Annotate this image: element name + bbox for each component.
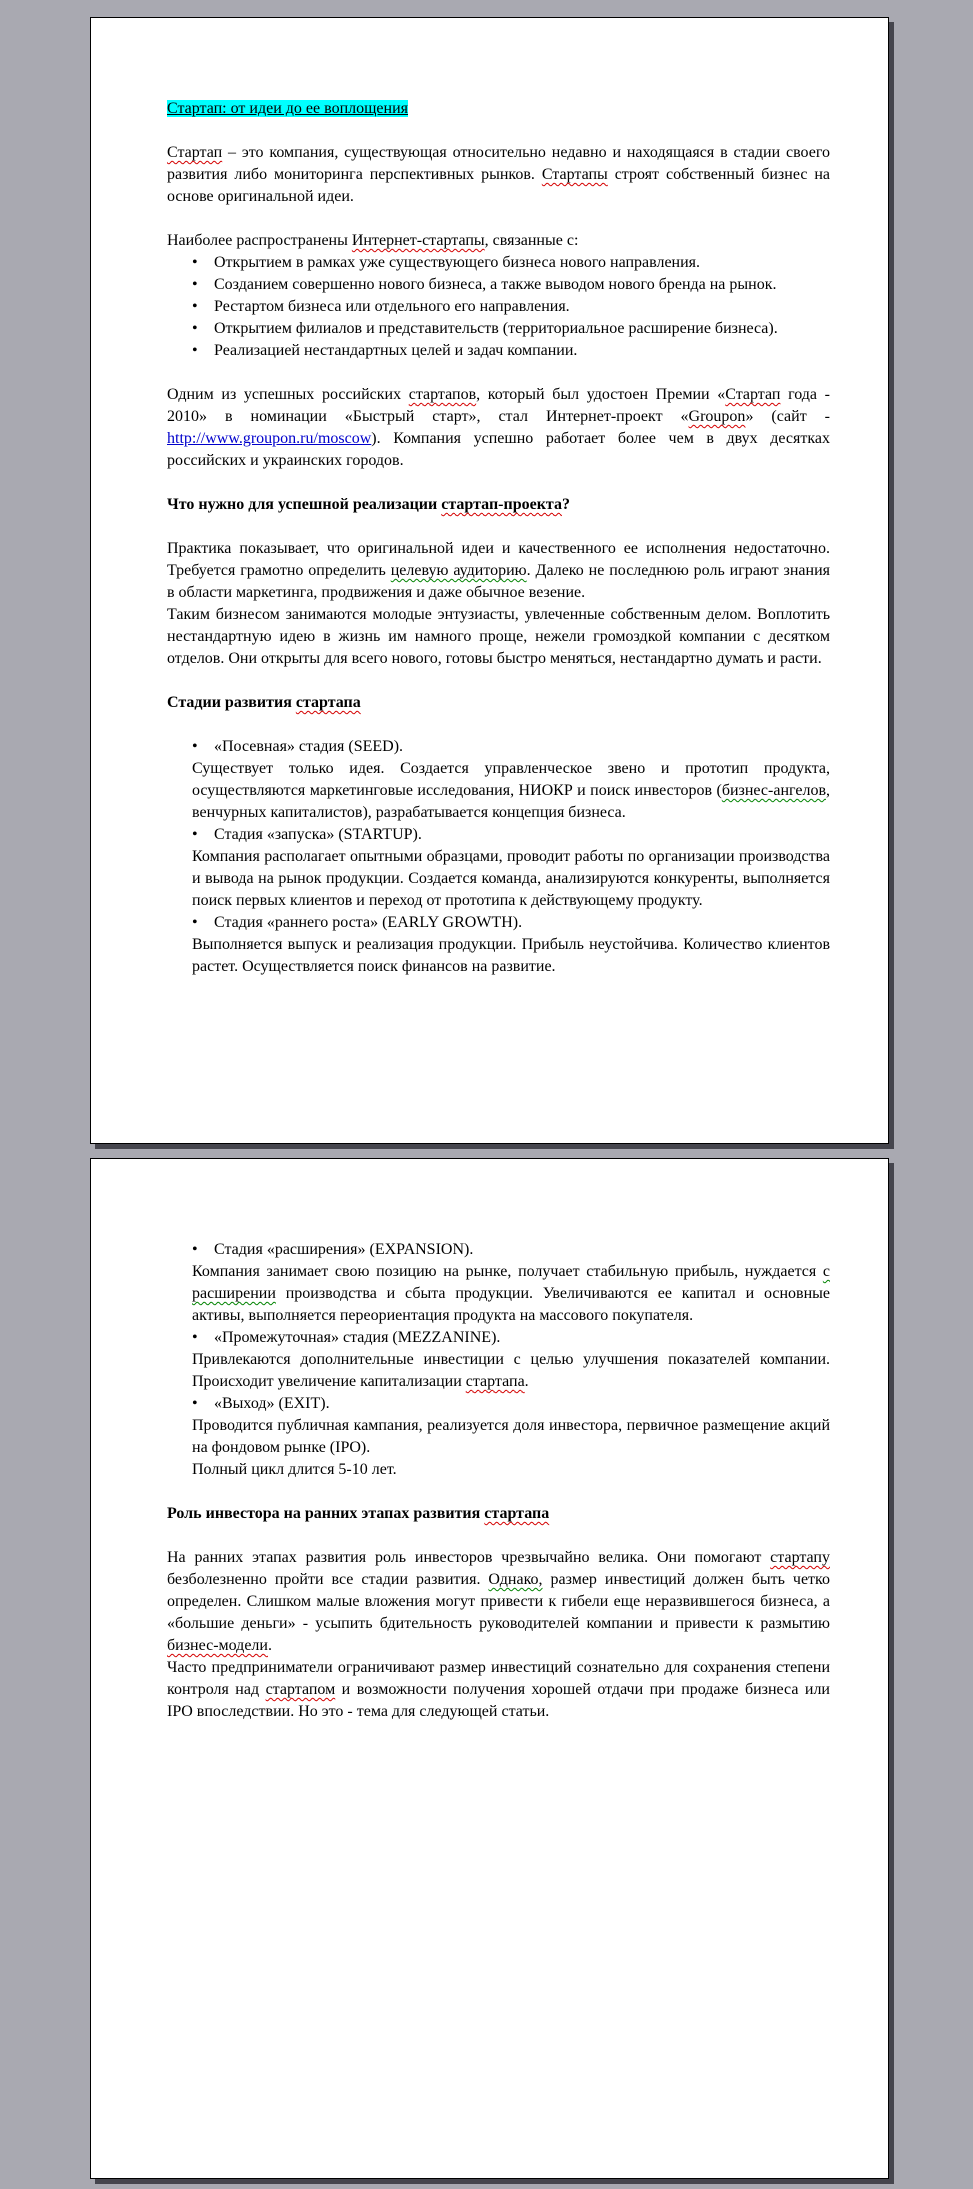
blank-line — [167, 208, 830, 230]
blank-line — [167, 1525, 830, 1547]
text-run: . — [267, 1637, 272, 1654]
text-run: Одним из успешных российских — [167, 386, 409, 403]
text-run: . Далеко не последнюю роль играют знания в области маркетинга, продвижения и даже обычное везение. — [167, 562, 831, 601]
text-run: и возможности получения хорошей отдачи при продаже бизнеса или IPO впоследствии. Но это - тема для следующей статьи. — [167, 1681, 830, 1720]
text-run: , который был удостоен Премии « — [476, 386, 726, 403]
list-item — [167, 318, 830, 340]
page-2-content — [91, 1159, 888, 1723]
text-run: целевую аудиторию — [390, 562, 527, 579]
list-continuation-paragraph — [167, 758, 830, 824]
text-run: Открытием филиалов и представительств (территориальное расширение бизнеса). — [214, 320, 778, 337]
blank-line — [167, 1481, 830, 1503]
page-1-content — [91, 18, 888, 978]
blank-line — [167, 714, 830, 736]
paragraph — [167, 230, 830, 252]
text-run: с расширении — [192, 1263, 830, 1302]
document-page-2 — [90, 1158, 889, 2179]
blank-line — [167, 472, 830, 494]
text-run: Стартапы — [541, 166, 608, 183]
text-run: Стадия «раннего роста» (EARLY GROWTH). — [214, 914, 523, 931]
text-run: Стадии развития — [167, 694, 296, 711]
text-run: размер инвестиций должен быть четко определен. Слишком малые вложения могут привести к гибели еще неразвившегося бизнеса, а «большие деньги» - усыпить бдительность руководителей компании и привести к размытию — [167, 1571, 830, 1632]
bullet-icon: • — [192, 342, 198, 359]
list-continuation-paragraph — [167, 934, 830, 978]
text-run: Роль инвестора на ранних этапах развития — [167, 1505, 485, 1522]
bullet-icon: • — [192, 320, 198, 337]
text-run: Однако, — [488, 1571, 543, 1588]
paragraph — [167, 1547, 830, 1657]
text-run: Привлекаются дополнительные инвестиции с целью улучшения показателей компании. Происходит увеличение капитализации — [192, 1351, 830, 1390]
text-run: Стадия «расширения» (EXPANSION). — [214, 1241, 474, 1258]
paragraph — [167, 692, 830, 714]
bullet-icon: • — [192, 826, 198, 843]
text-run: года - 2010» в номинации «Быстрый старт», стал Интернет-проект « — [167, 386, 830, 425]
list-item — [167, 274, 830, 296]
text-run: , венчурных капиталистов), разрабатывается концепция бизнеса. — [192, 782, 830, 821]
list-item — [167, 252, 830, 274]
hyperlink[interactable]: http://www.groupon.ru/moscow — [167, 430, 372, 447]
text-run: стартапов — [408, 386, 477, 403]
bullet-icon: • — [192, 254, 198, 271]
bullet-icon: • — [192, 738, 198, 755]
list-item — [167, 912, 830, 934]
blank-line — [167, 362, 830, 384]
text-run: Существует только идея. Создается управленческое звено и прототип продукта, осуществляются маркетинговые исследования, НИОКР и поиск инвесторов ( — [192, 760, 830, 799]
blank-line — [167, 120, 830, 142]
text-run: . — [524, 1373, 529, 1390]
text-run: бизнес-ангелов — [721, 782, 826, 799]
paragraph — [167, 98, 830, 120]
text-run: Выполняется выпуск и реализация продукции. Прибыль неустойчива. Количество клиентов растет. Осуществляется поиск финансов на развитие. — [192, 936, 830, 975]
text-run: Что нужно для успешной реализации — [167, 496, 442, 513]
bullet-icon: • — [192, 1395, 198, 1412]
text-run: Стартап — [725, 386, 781, 403]
text-run: «Промежуточная» стадия (MEZZANINE). — [214, 1329, 501, 1346]
text-run: , связанные с: — [484, 232, 579, 249]
bullet-icon: • — [192, 298, 198, 315]
text-run: стартапа — [484, 1505, 550, 1522]
text-run: ? — [561, 496, 570, 513]
blank-line — [167, 516, 830, 538]
paragraph — [167, 494, 830, 516]
text-run: «Посевная» стадия (SEED). — [214, 738, 404, 755]
text-run: строят собственный бизнес на основе оригинальной идеи. — [167, 166, 831, 205]
text-run: На ранних этапах развития роль инвесторов чрезвычайно велика. Они помогают — [167, 1549, 771, 1566]
paragraph — [167, 1503, 830, 1525]
list-continuation-paragraph — [167, 1415, 830, 1459]
bullet-icon: • — [192, 276, 198, 293]
list-item — [167, 296, 830, 318]
text-run: «Выход» (EXIT). — [214, 1395, 330, 1412]
text-run: ). Компания успешно работает более чем в двух десятках российских и украинских городов. — [167, 430, 830, 469]
text-run: производства и сбыта продукции. Увеличиваются ее капитал и основные активы, выполняется переориентация продукта на массового покупателя. — [192, 1285, 830, 1324]
list-item — [167, 1393, 830, 1415]
text-run: Компания располагает опытными образцами, проводит работы по организации производства и вывода на рынок продукции. Создается команда, анализируются конкуренты, выполняется поиск первых клиентов и переход от прототипа к действующему продукту. — [192, 848, 830, 909]
text-run: безболезненно пройти все стадии развития. — [167, 1571, 489, 1588]
text-run: Практика показывает, что оригинальной идеи и качественного ее исполнения недостаточно. Требуется грамотно определить — [167, 540, 830, 579]
text-run: стартап-проекта — [441, 496, 562, 513]
paragraph — [167, 142, 830, 208]
paragraph — [167, 384, 830, 472]
text-run: Реализацией нестандартных целей и задач компании. — [214, 342, 578, 359]
text-run: Стартап — [167, 144, 223, 161]
text-run: Компания занимает свою позицию на рынке, получает стабильную прибыль, нуждается — [192, 1263, 823, 1280]
highlighted-title-text: Стартап: от идеи до ее воплощения — [167, 100, 409, 117]
bullet-icon: • — [192, 1329, 198, 1346]
text-run: Стадия «запуска» (STARTUP). — [214, 826, 422, 843]
blank-line — [167, 670, 830, 692]
paragraph — [167, 538, 830, 604]
text-run: стартапа — [465, 1373, 525, 1390]
list-item — [167, 1239, 830, 1261]
text-run: Таким бизнесом занимаются молодые энтузиасты, увлеченные собственным делом. Воплотить нестандартную идею в жизнь им намного проще, нежели громоздкой компании с десятком отделов. Они открыты для всего нового, готовы быстро меняться, нестандартно думать и расти. — [167, 606, 830, 667]
text-run: » (сайт - — [745, 408, 831, 425]
text-run: Groupon — [688, 408, 746, 425]
list-continuation-paragraph — [167, 1459, 830, 1481]
text-run: Полный цикл длится 5-10 лет. — [192, 1461, 397, 1478]
text-run: стартапу — [770, 1549, 830, 1566]
list-continuation-paragraph — [167, 1261, 830, 1327]
text-run: Интернет-стартапы — [351, 232, 485, 249]
text-run: стартапом — [265, 1681, 336, 1698]
text-run: – это компания, существующая относительно недавно и находящаяся в стадии своего развития либо мониторинга перспективных рынков. — [167, 144, 830, 183]
text-run: Рестартом бизнеса или отдельного его направления. — [214, 298, 570, 315]
text-run: Проводится публичная кампания, реализуется доля инвестора, первичное размещение акций на фондовом рынке (IPO). — [192, 1417, 830, 1456]
text-run: Наиболее распространены — [167, 232, 352, 249]
document-page-1 — [90, 17, 889, 1144]
list-item — [167, 736, 830, 758]
list-continuation-paragraph — [167, 846, 830, 912]
bullet-icon: • — [192, 1241, 198, 1258]
list-item — [167, 1327, 830, 1349]
bullet-icon: • — [192, 914, 198, 931]
text-run: Созданием совершенно нового бизнеса, а также выводом нового бренда на рынок. — [214, 276, 777, 293]
list-item — [167, 824, 830, 846]
list-continuation-paragraph — [167, 1349, 830, 1393]
paragraph — [167, 1657, 830, 1723]
text-run: Открытием в рамках уже существующего бизнеса нового направления. — [214, 254, 701, 271]
paragraph — [167, 604, 830, 670]
text-run: Часто предприниматели ограничивают размер инвестиций сознательно для сохранения степени контроля над — [167, 1659, 830, 1698]
text-run: бизнес-модели — [167, 1637, 268, 1654]
text-run: стартапа — [295, 694, 361, 711]
list-item — [167, 340, 830, 362]
